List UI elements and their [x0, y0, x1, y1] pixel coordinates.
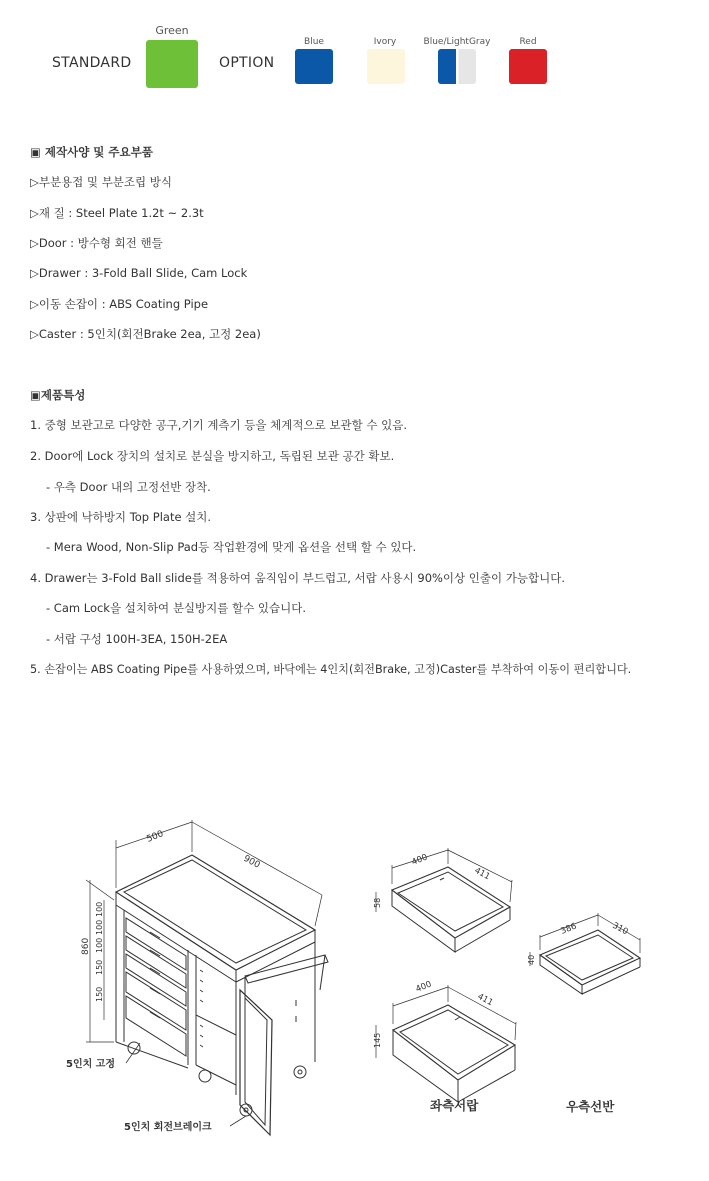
ivory-swatch [367, 49, 405, 84]
left-drawer-large-drawing [376, 985, 516, 1102]
spec-item: ▷Drawer : 3-Fold Ball Slide, Cam Lock [30, 266, 248, 280]
caster-brake-label: 5인치 회전브레이크 [124, 1122, 212, 1133]
drawer-large-depth: 411 [475, 991, 495, 1009]
drawer-small-depth: 411 [472, 865, 492, 883]
spec-item: ▷재 질 : Steel Plate 1.2t ~ 2.3t [30, 206, 204, 220]
drawer-large-width: 400 [414, 979, 434, 995]
left-drawer-small-drawing [376, 848, 512, 952]
spec-item: ▷Door : 방수형 회전 핸들 [30, 236, 163, 250]
left-drawer-caption: 좌측서랍 [430, 1098, 479, 1113]
dim-width: 900 [241, 853, 262, 871]
dim-drawer-height: 150 [95, 959, 104, 975]
feature-line: 2. Door에 Lock 장치의 설치로 분실을 방지하고, 독립된 보관 공간 확보. [30, 449, 395, 463]
dim-drawer-height: 100 [95, 919, 104, 935]
feature-line: 4. Drawer는 3-Fold Ball slide를 적용하여 움직임이 부드럽고, 서랍 사용시 90%이상 인출이 가능합니다. [30, 571, 565, 585]
dim-height: 860 [81, 937, 91, 955]
feature-line: 5. 손잡이는 ABS Coating Pipe를 사용하였으며, 바닥에는 4인치(회전Brake, 고정)Caster를 부착하여 이동이 편리합니다. [30, 663, 632, 676]
standard-color-name: Green [155, 24, 189, 37]
blue-color-name: Blue [304, 37, 324, 47]
dim-drawer-height: 150 [95, 986, 104, 1002]
feature-line: 3. 상판에 낙하방지 Top Plate 설치. [30, 510, 212, 524]
dim-drawer-height: 100 [95, 937, 104, 953]
right-shelf-caption: 우측선반 [566, 1099, 615, 1114]
drawer-small-width: 400 [410, 852, 430, 868]
spec-title: ▣ 제작사양 및 주요부품 [30, 145, 153, 159]
blue-lightgray-color-name: Blue/LightGray [423, 37, 491, 47]
feature-subline: - Mera Wood, Non-Slip Pad등 작업환경에 맞게 옵션을 선택 할 수 있다. [46, 540, 417, 554]
spec-item: ▷부분용접 및 부분조립 방식 [30, 175, 173, 189]
technical-drawing [0, 780, 709, 1180]
shelf-width: 386 [559, 921, 579, 937]
dim-drawer-height: 100 [95, 901, 104, 917]
feature-subline: - 우측 Door 내의 고정선반 장착. [46, 480, 211, 494]
blue-swatch [295, 49, 333, 84]
feature-line: 1. 중형 보관고로 다양한 공구,기기 계측기 등을 체계적으로 보관할 수 있음. [30, 418, 407, 432]
shelf-height: 40 [527, 954, 536, 965]
blue-lightgray-swatch [438, 49, 476, 84]
standard-label: STANDARD [52, 55, 132, 71]
features-title: ▣제품특성 [30, 388, 86, 402]
option-label: OPTION [219, 55, 275, 71]
feature-subline: - Cam Lock을 설치하여 분실방지를 할수 있습니다. [46, 601, 306, 615]
ivory-color-name: Ivory [373, 37, 397, 47]
tool-cabinet-drawing [86, 820, 328, 1135]
caster-fixed-label: 5인치 고정 [66, 1059, 116, 1070]
dim-depth: 500 [145, 829, 166, 845]
drawer-small-height: 58 [373, 897, 382, 908]
green-swatch [146, 40, 198, 88]
spec-item: ▷Caster : 5인치(회전Brake 2ea, 고정 2ea) [30, 327, 261, 341]
red-swatch [509, 49, 547, 84]
drawer-large-height: 145 [373, 1032, 382, 1048]
feature-subline: - 서랍 구성 100H-3EA, 150H-2EA [46, 632, 228, 646]
red-color-name: Red [519, 37, 537, 47]
spec-item: ▷이동 손잡이 : ABS Coating Pipe [30, 297, 209, 311]
shelf-depth: 310 [610, 920, 630, 938]
